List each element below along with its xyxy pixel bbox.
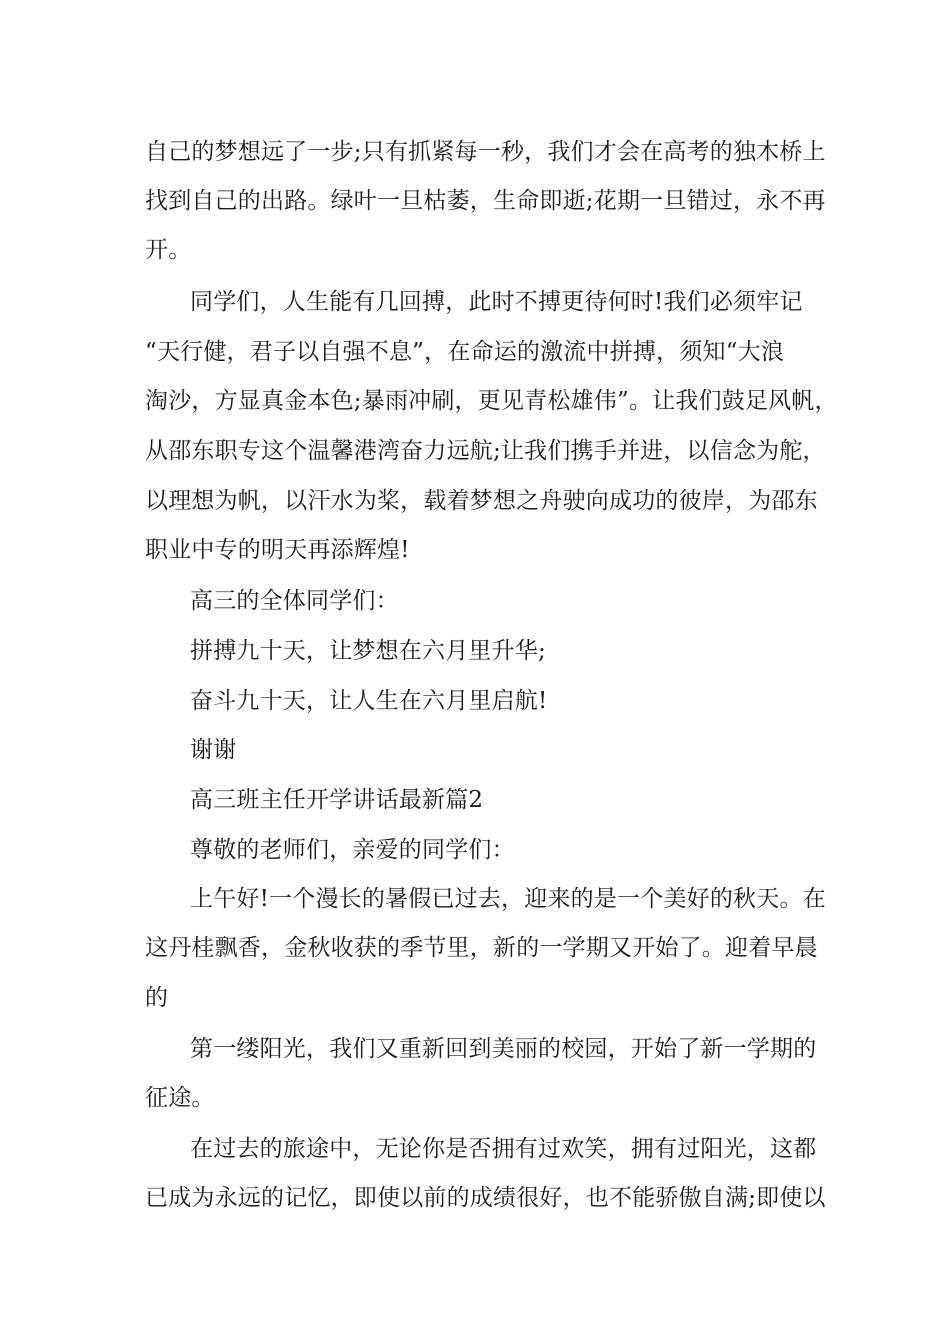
text-line: 上午好!一个漫长的暑假已过去，迎来的是一个美好的秋天。在 xyxy=(190,886,826,912)
text-line: 奋斗九十天，让人生在六月里启航! xyxy=(190,688,548,714)
text-line: 以理想为帆，以汗水为桨，载着梦想之舟驶向成功的彼岸，为邵东 xyxy=(145,488,818,514)
text-line: 同学们，人生能有几回搏，此时不搏更待何时!我们必须牢记 xyxy=(190,289,803,315)
text-line: 找到自己的出路。绿叶一旦枯萎，生命即逝;花期一旦错过，永不再 xyxy=(145,188,826,214)
text-line: 自己的梦想远了一步;只有抓紧每一秒，我们才会在高考的独木桥上 xyxy=(145,139,826,165)
text-line: 淘沙，方显真金本色;暴雨冲刷，更见青松雄伟”。让我们鼓足风帆， xyxy=(145,388,838,414)
text-line: 第一缕阳光，我们又重新回到美丽的校园，开始了新一学期的 xyxy=(190,1036,817,1062)
text-line: 的 xyxy=(145,985,169,1011)
text-line: 从邵东职专这个温馨港湾奋力远航;让我们携手并进，以信念为舵， xyxy=(145,438,826,464)
text-line: 高三的全体同学们： xyxy=(190,588,399,614)
section-heading: 高三班主任开学讲话最新篇2 xyxy=(190,787,484,813)
text-line: 在过去的旅途中，无论你是否拥有过欢笑，拥有过阳光，这都 xyxy=(190,1136,817,1162)
text-line: 尊敬的老师们，亲爱的同学们： xyxy=(190,837,515,863)
text-line: 这丹桂飘香，金秋收获的季节里，新的一学期又开始了。迎着早晨 xyxy=(145,935,818,961)
text-line: “天行健，君子以自强不息”，在命运的激流中拼搏，须知“大浪 xyxy=(145,339,785,365)
text-line: 拼搏九十天，让梦想在六月里升华; xyxy=(190,638,546,664)
text-line: 征途。 xyxy=(145,1085,215,1111)
text-line: 已成为永远的记忆，即使以前的成绩很好，也不能骄傲自满;即使以 xyxy=(145,1185,826,1211)
text-line: 开。 xyxy=(145,237,192,263)
text-line: 职业中专的明天再添辉煌! xyxy=(145,537,410,563)
text-line: 谢谢 xyxy=(190,737,237,763)
